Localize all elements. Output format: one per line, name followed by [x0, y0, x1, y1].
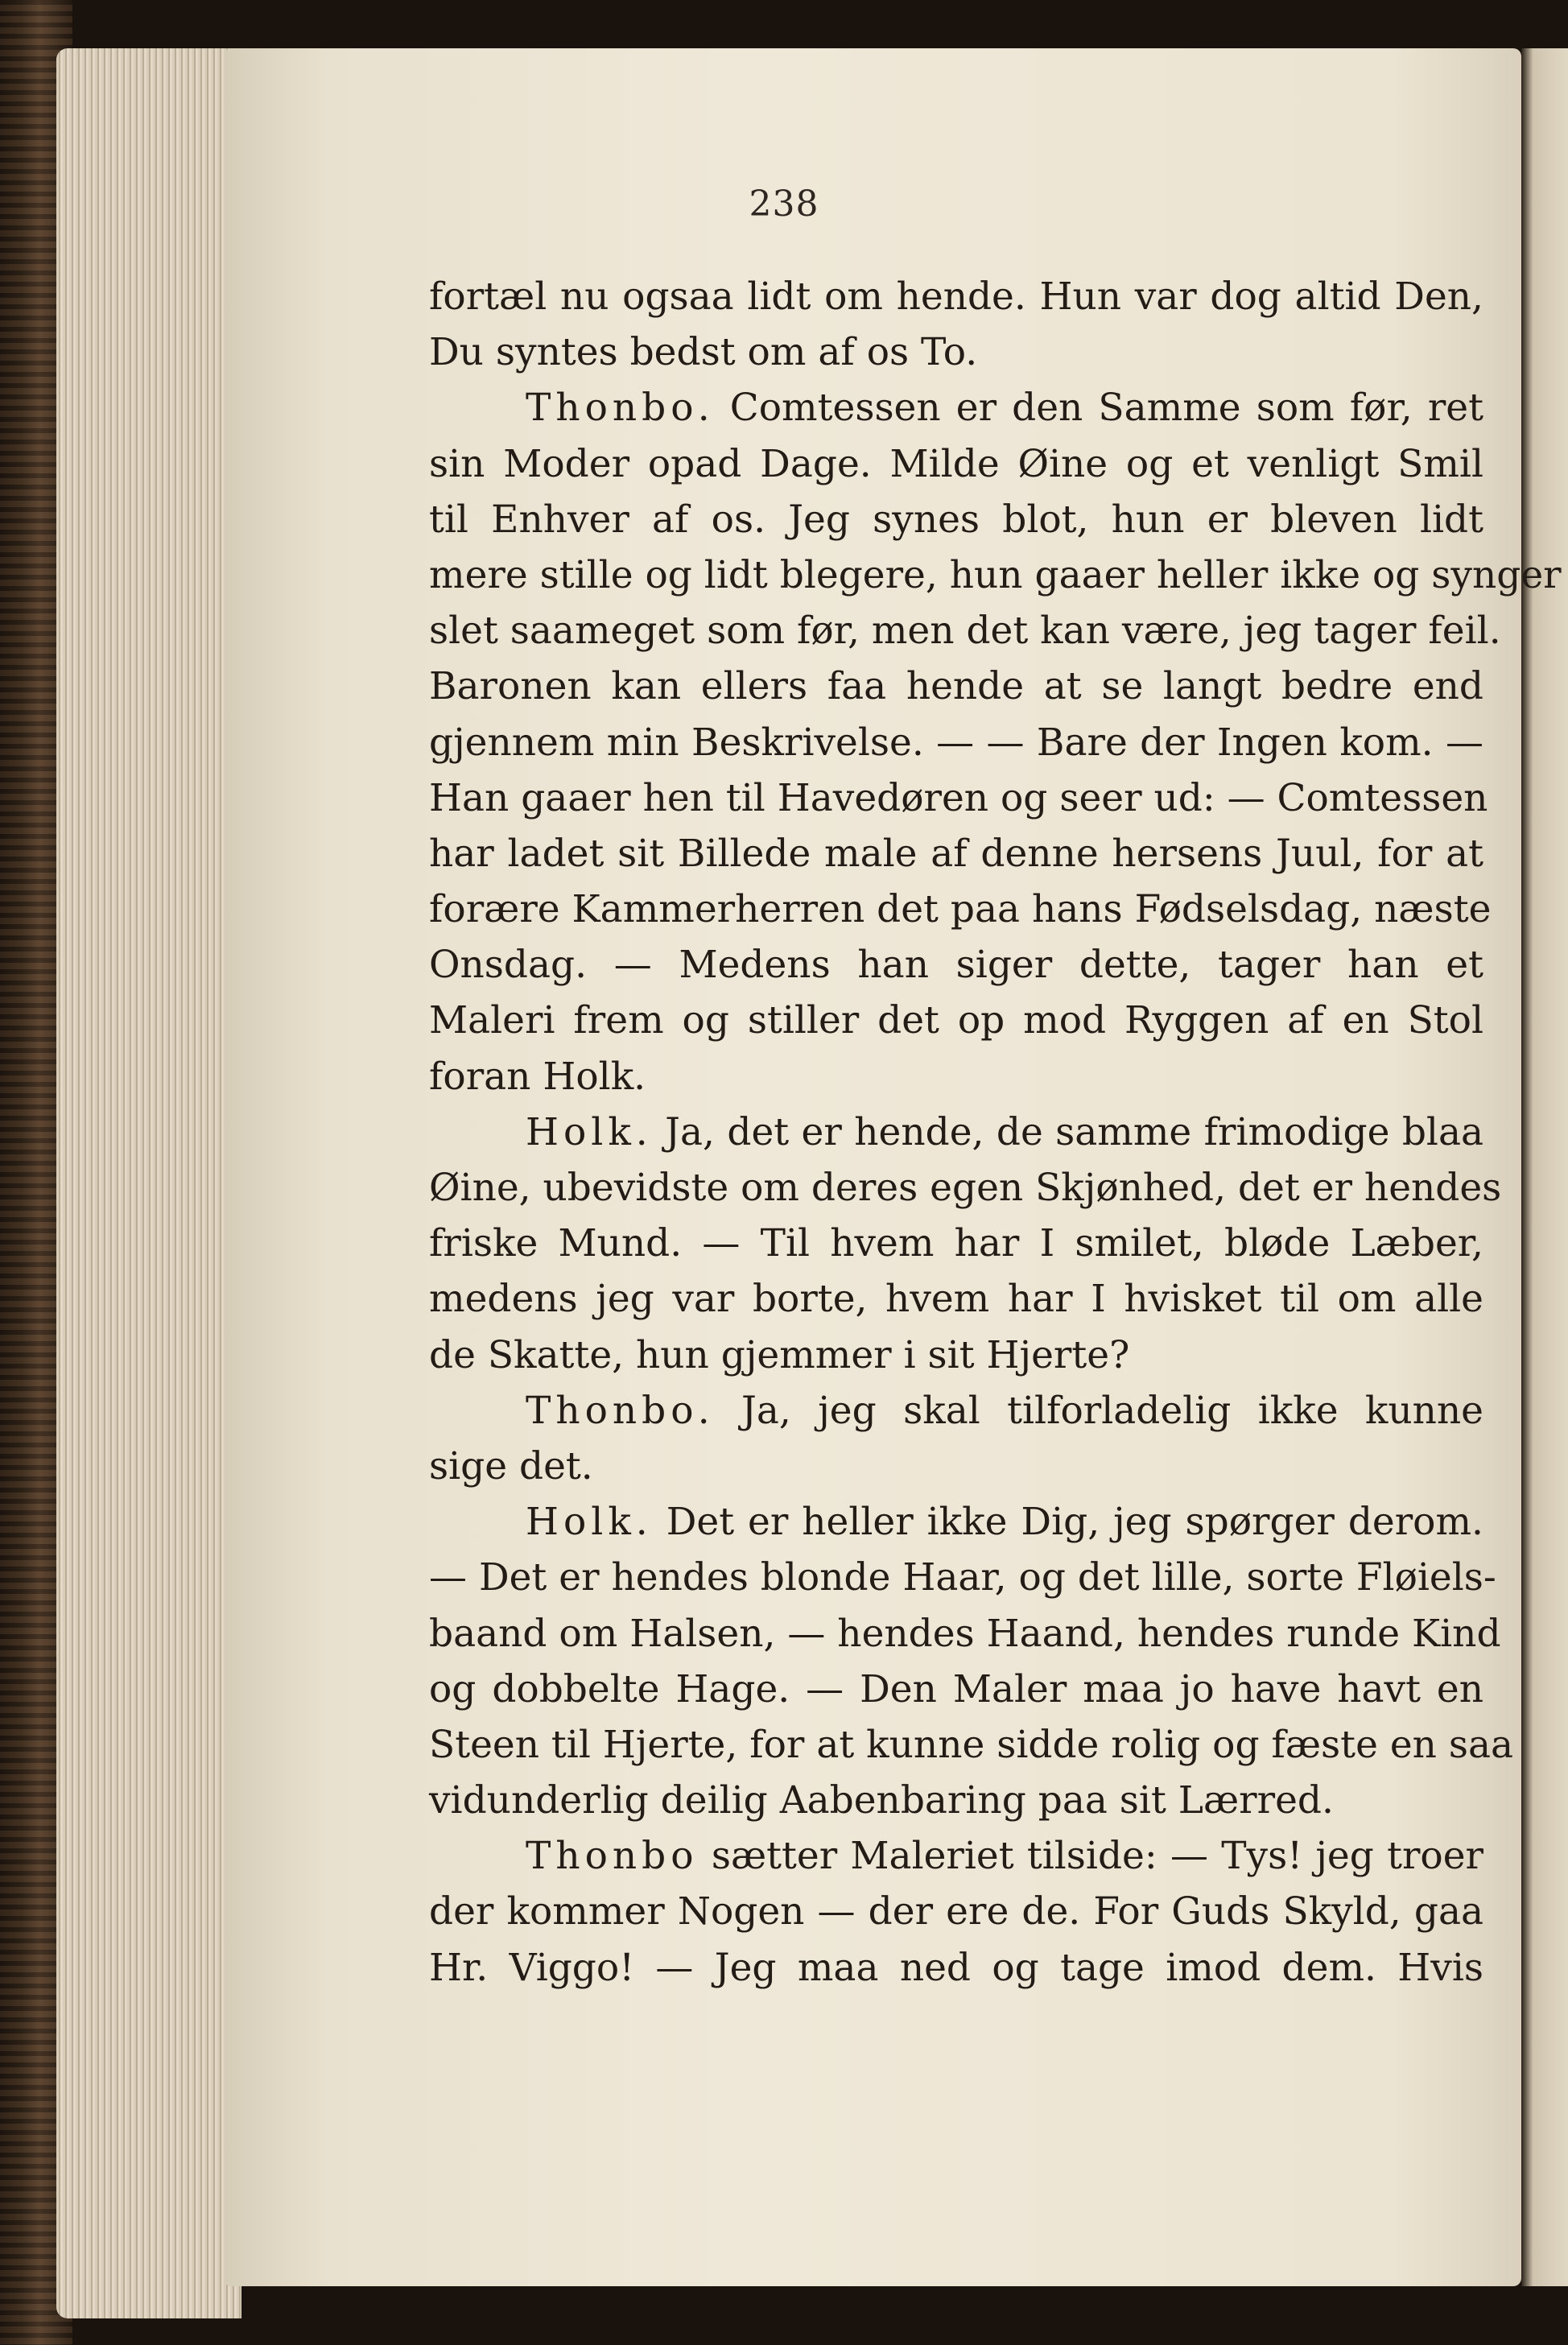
text-line [429, 1216, 1483, 1271]
line-text: de Skatte, hun gjemmer i sit Hjerte? [429, 1332, 1130, 1377]
line-text: sætter Maleriet tilside: — Tys! jeg troer [698, 1834, 1483, 1879]
line-text: foran Holk. [429, 1054, 646, 1099]
text-line [429, 436, 1483, 492]
text-line [429, 993, 1483, 1048]
line-text: Det er heller ikke Dig, jeg spørger derom. [652, 1500, 1483, 1545]
line-text: gjennem min Beskrivelse. — — Bare der Ingen kom. — [429, 720, 1483, 765]
line-text: sin Moder opad Dage. Milde Øine og et venligt Smil [429, 441, 1483, 486]
text-line [429, 1439, 1483, 1494]
text-line [429, 547, 1562, 603]
speaker-name: Thonbo. [526, 386, 715, 431]
speaker-name: Thonbo [526, 1834, 699, 1879]
line-text: Ja, jeg skal tilforladelig ikke kunne [714, 1388, 1483, 1433]
text-line [429, 1104, 1483, 1160]
text-line [429, 1271, 1483, 1327]
speaker-name: Holk. [526, 1109, 653, 1154]
line-text: har ladet sit Billede male af denne hersens Juul, for at [429, 831, 1483, 876]
line-text: Comtessen er den Samme som før, ret [714, 386, 1483, 431]
line-text: Maleri frem og stiller det op mod Ryggen af en Stol [429, 998, 1483, 1043]
line-text: medens jeg var borte, hvem har I hvisket til om alle [429, 1277, 1483, 1322]
text-line [429, 1717, 1514, 1773]
line-text: baand om Halsen, — hendes Haand, hendes runde Kind [429, 1611, 1501, 1656]
text-line [429, 1494, 1483, 1550]
page-number: 238 [749, 184, 819, 225]
text-line [429, 603, 1501, 658]
text-line [429, 1383, 1483, 1439]
line-text: forære Kammerherren det paa hans Fødselsdag, næste [429, 887, 1492, 932]
text-line [429, 1606, 1501, 1662]
speaker-name: Thonbo. [526, 1388, 715, 1433]
text-line [429, 1662, 1483, 1717]
line-text: der kommer Nogen — der ere de. For Guds Skyld, gaa [429, 1889, 1483, 1934]
text-line [429, 1940, 1483, 1996]
line-text: — Det er hendes blonde Haar, og det lille, sorte Fløiels- [429, 1555, 1496, 1600]
line-text: Du syntes bedst om af os To. [429, 330, 978, 375]
text-line [429, 492, 1483, 547]
line-text: vidunderlig deilig Aabenbaring paa sit Lærred. [429, 1778, 1334, 1823]
line-text: Onsdag. — Medens han siger dette, tager han et [429, 943, 1483, 988]
line-text: Ja, det er hende, de samme frimodige blaa [652, 1109, 1483, 1154]
line-text: Hr. Viggo! — Jeg maa ned og tage imod dem. Hvis [429, 1945, 1483, 1990]
line-text: og dobbelte Hage. — Den Maler maa jo have havt en [429, 1666, 1483, 1711]
text-line [429, 658, 1483, 714]
line-text: Baronen kan ellers faa hende at se langt bedre end [429, 664, 1483, 709]
line-text: mere stille og lidt blegere, hun gaaer heller ikke og synger [429, 552, 1562, 597]
text-line [429, 1884, 1483, 1939]
speaker-name: Holk. [526, 1500, 653, 1545]
page-edges [56, 48, 241, 2318]
text-line [429, 1327, 1483, 1383]
line-text: Steen til Hjerte, for at kunne sidde rolig og fæste en saa [429, 1722, 1514, 1767]
text-line [429, 715, 1483, 770]
text-line [429, 1160, 1502, 1216]
text-line [429, 1773, 1483, 1828]
line-text: til Enhver af os. Jeg synes blot, hun er bleven lidt [429, 497, 1483, 542]
text-line [429, 269, 1483, 324]
text-line [429, 881, 1492, 937]
line-text: friske Mund. — Til hvem har I smilet, bløde Læber, [429, 1221, 1483, 1266]
next-page-edge [1521, 48, 1568, 2286]
line-text: fortæl nu ogsaa lidt om hende. Hun var dog altid Den, [429, 275, 1483, 319]
text-line [429, 826, 1483, 881]
body-text [429, 269, 1562, 1996]
line-text: sige det. [429, 1443, 593, 1488]
text-line [429, 1828, 1483, 1884]
line-text: slet saameget som før, men det kan være, jeg tager feil. [429, 609, 1501, 654]
text-line [429, 1049, 1483, 1104]
text-line [429, 770, 1488, 826]
line-text: Han gaaer hen til Havedøren og seer ud: — Comtessen [429, 775, 1488, 820]
text-line [429, 937, 1483, 993]
line-text: Øine, ubevidste om deres egen Skjønhed, det er hendes [429, 1166, 1502, 1210]
text-line [429, 1550, 1496, 1605]
text-line [429, 380, 1483, 436]
text-line [429, 324, 1483, 380]
